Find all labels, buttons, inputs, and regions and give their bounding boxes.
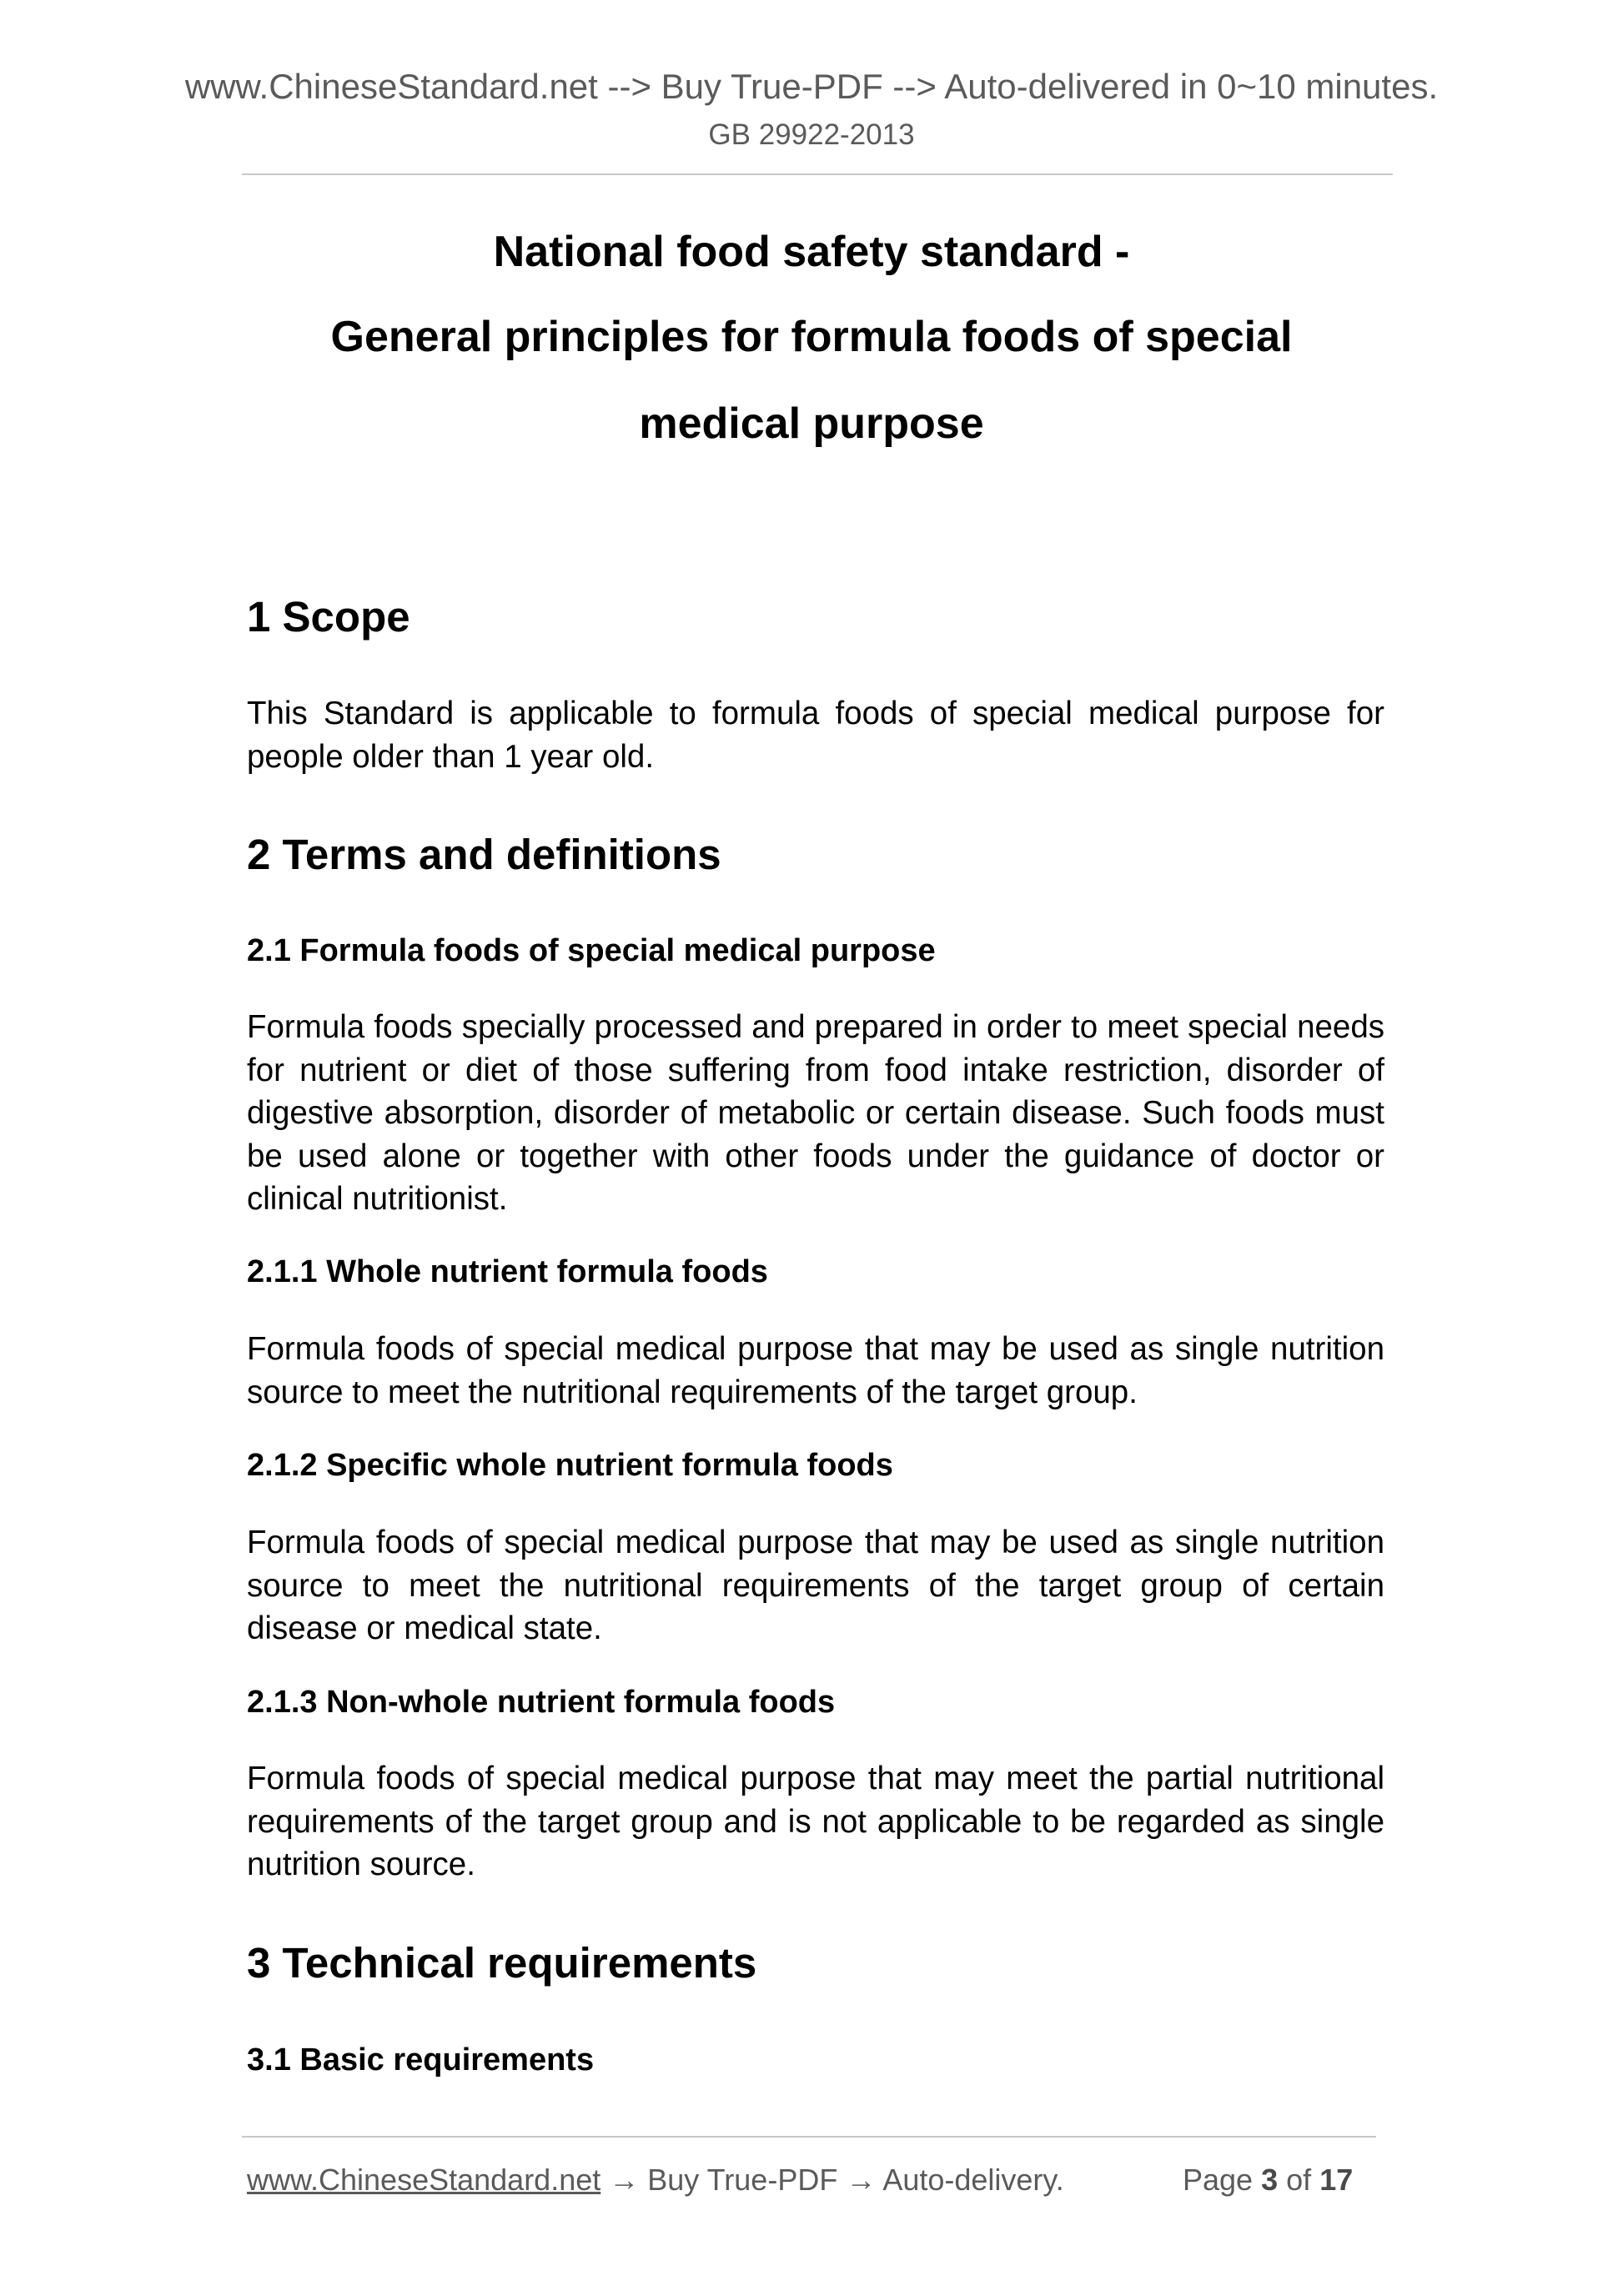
subsection-heading-3-1: 3.1 Basic requirements	[247, 2042, 595, 2077]
subsection-heading-2-1-3: 2.1.3 Non-whole nutrient formula foods	[247, 1685, 836, 1720]
paragraph-2-1-3: Formula foods of special medical purpose that may meet the partial nutritional requirements of the target group and is not applicable to be regarded as single nutrition source.	[247, 1761, 1384, 1882]
page-label: Page	[1183, 2163, 1254, 2197]
subsection-heading-2-1: 2.1 Formula foods of special medical purpose	[247, 933, 936, 968]
header-divider	[242, 173, 1393, 175]
section-heading-technical: 3 Technical requirements	[247, 1939, 757, 1987]
page-indicator	[1183, 2161, 1353, 2199]
section-heading-terms: 2 Terms and definitions	[247, 831, 721, 878]
paragraph-2-1: Formula foods specially processed and prepared in order to meet special needs for nutrient or diet of those suffering from food intake restriction, disorder of digestive absorption, disorder of metabolic or certain disease. Such foods must be used alone or together with other foods under the guidance of doctor or clinical nutritionist.	[247, 1009, 1384, 1217]
section-heading-scope: 1 Scope	[247, 593, 410, 641]
footer-links	[247, 2161, 1064, 2199]
footer-tail-text: → Buy True-PDF → Auto-delivery.	[600, 2163, 1064, 2197]
standard-code: GB 29922-2013	[708, 118, 915, 151]
total-pages: 17	[1319, 2163, 1354, 2197]
page-number: 3	[1261, 2163, 1279, 2197]
document-title-line-2: General principles for formula foods of special	[330, 313, 1293, 361]
subsection-heading-2-1-1: 2.1.1 Whole nutrient formula foods	[247, 1254, 768, 1289]
header-banner: www.ChineseStandard.net --> Buy True-PDF --> Auto-delivered in 0~10 minutes.	[184, 67, 1439, 106]
paragraph-2-1-1: Formula foods of special medical purpose that may be used as single nutrition source to meet the nutritional requirements of the target group.	[247, 1331, 1384, 1410]
paragraph-2-1-2: Formula foods of special medical purpose that may be used as single nutrition source to meet the nutritional requirements of the target group of certain disease or medical state.	[247, 1525, 1384, 1646]
paragraph-scope: This Standard is applicable to formula foods of special medical purpose for people older than 1 year old.	[247, 696, 1384, 775]
document-title-line-3: medical purpose	[639, 399, 984, 448]
website-link[interactable]: www.ChineseStandard.net	[247, 2163, 601, 2197]
subsection-heading-2-1-2: 2.1.2 Specific whole nutrient formula foods	[247, 1448, 893, 1483]
document-title-line-1: National food safety standard -	[493, 228, 1130, 276]
of-label: of	[1286, 2163, 1312, 2197]
footer-divider	[242, 2136, 1376, 2138]
